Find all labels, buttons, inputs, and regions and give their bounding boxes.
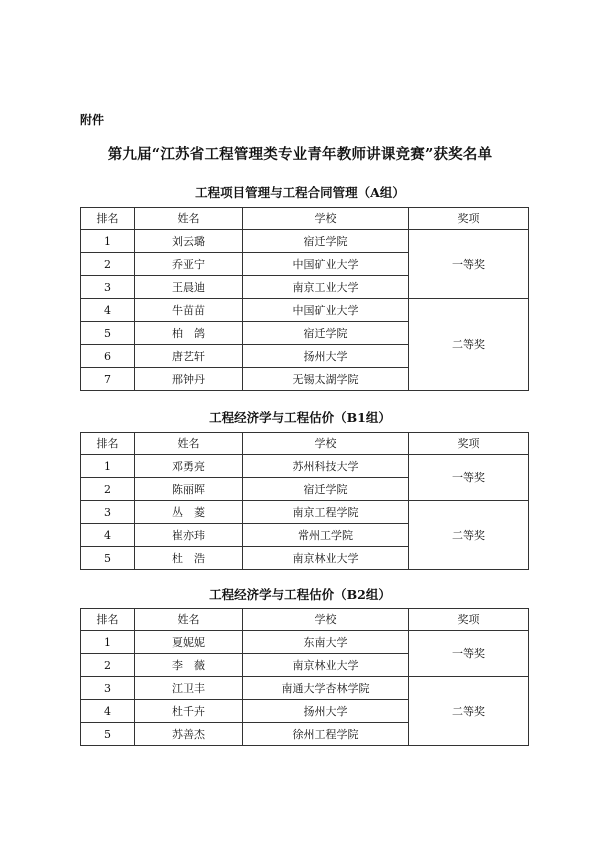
header-name: 姓名 xyxy=(135,433,243,455)
cell-school: 南京林业大学 xyxy=(243,547,409,570)
header-award: 奖项 xyxy=(409,433,529,455)
award-table xyxy=(80,207,529,391)
section-title: 工程项目管理与工程合同管理（A组） xyxy=(195,185,405,200)
cell-rank: 4 xyxy=(81,524,135,547)
cell-name: 牛苗苗 xyxy=(135,299,243,322)
table-header-row xyxy=(81,433,529,455)
table-row xyxy=(81,299,529,322)
section-title: 工程经济学与工程估价（B1组） xyxy=(209,410,391,425)
award-table xyxy=(80,432,529,570)
cell-rank: 5 xyxy=(81,322,135,345)
cell-name: 杜 浩 xyxy=(135,547,243,570)
header-name: 姓名 xyxy=(135,609,243,631)
header-rank: 排名 xyxy=(81,433,135,455)
header-rank: 排名 xyxy=(81,609,135,631)
cell-school: 扬州大学 xyxy=(243,345,409,368)
cell-name: 邓勇亮 xyxy=(135,455,243,478)
cell-school: 南京工程学院 xyxy=(243,501,409,524)
cell-name: 王晨迪 xyxy=(135,276,243,299)
cell-school: 南京工业大学 xyxy=(243,276,409,299)
cell-name: 唐艺轩 xyxy=(135,345,243,368)
table-row xyxy=(81,631,529,654)
table-row xyxy=(81,677,529,700)
cell-school: 常州工学院 xyxy=(243,524,409,547)
cell-name: 柏 鸽 xyxy=(135,322,243,345)
header-school: 学校 xyxy=(243,609,409,631)
cell-rank: 3 xyxy=(81,276,135,299)
cell-school: 南京林业大学 xyxy=(243,654,409,677)
cell-name: 苏善杰 xyxy=(135,723,243,746)
cell-school: 宿迁学院 xyxy=(243,230,409,253)
cell-rank: 2 xyxy=(81,478,135,501)
cell-award: 一等奖 xyxy=(409,455,529,501)
cell-rank: 5 xyxy=(81,547,135,570)
attachment-label: 附件 xyxy=(80,113,105,127)
cell-rank: 2 xyxy=(81,654,135,677)
cell-rank: 3 xyxy=(81,501,135,524)
cell-name: 夏妮妮 xyxy=(135,631,243,654)
header-award: 奖项 xyxy=(409,609,529,631)
cell-rank: 1 xyxy=(81,631,135,654)
cell-rank: 2 xyxy=(81,253,135,276)
cell-name: 江卫丰 xyxy=(135,677,243,700)
cell-rank: 3 xyxy=(81,677,135,700)
award-table xyxy=(80,608,529,746)
cell-school: 苏州科技大学 xyxy=(243,455,409,478)
header-school: 学校 xyxy=(243,208,409,230)
table-header-row xyxy=(81,609,529,631)
cell-award: 二等奖 xyxy=(409,299,529,391)
table-row xyxy=(81,501,529,524)
cell-award: 一等奖 xyxy=(409,631,529,677)
section-title: 工程经济学与工程估价（B2组） xyxy=(209,587,391,602)
cell-school: 宿迁学院 xyxy=(243,322,409,345)
cell-school: 宿迁学院 xyxy=(243,478,409,501)
cell-rank: 4 xyxy=(81,700,135,723)
cell-school: 东南大学 xyxy=(243,631,409,654)
cell-name: 李 薇 xyxy=(135,654,243,677)
header-award: 奖项 xyxy=(409,208,529,230)
cell-rank: 5 xyxy=(81,723,135,746)
cell-school: 南通大学杏林学院 xyxy=(243,677,409,700)
cell-school: 中国矿业大学 xyxy=(243,253,409,276)
cell-name: 乔亚宁 xyxy=(135,253,243,276)
cell-school: 扬州大学 xyxy=(243,700,409,723)
table-header-row xyxy=(81,208,529,230)
cell-award: 二等奖 xyxy=(409,677,529,746)
cell-name: 杜千卉 xyxy=(135,700,243,723)
table-row xyxy=(81,230,529,253)
cell-school: 中国矿业大学 xyxy=(243,299,409,322)
cell-name: 丛 菱 xyxy=(135,501,243,524)
header-name: 姓名 xyxy=(135,208,243,230)
cell-award: 二等奖 xyxy=(409,501,529,570)
cell-school: 无锡太湖学院 xyxy=(243,368,409,391)
cell-rank: 1 xyxy=(81,230,135,253)
cell-rank: 6 xyxy=(81,345,135,368)
header-rank: 排名 xyxy=(81,208,135,230)
cell-name: 陈丽晖 xyxy=(135,478,243,501)
cell-rank: 1 xyxy=(81,455,135,478)
cell-school: 徐州工程学院 xyxy=(243,723,409,746)
cell-rank: 7 xyxy=(81,368,135,391)
header-school: 学校 xyxy=(243,433,409,455)
cell-name: 刘云璐 xyxy=(135,230,243,253)
document-title: 第九届“江苏省工程管理类专业青年教师讲课竞赛”获奖名单 xyxy=(107,146,493,163)
table-row xyxy=(81,455,529,478)
cell-award: 一等奖 xyxy=(409,230,529,299)
cell-name: 崔亦玮 xyxy=(135,524,243,547)
cell-name: 邢钟丹 xyxy=(135,368,243,391)
cell-rank: 4 xyxy=(81,299,135,322)
